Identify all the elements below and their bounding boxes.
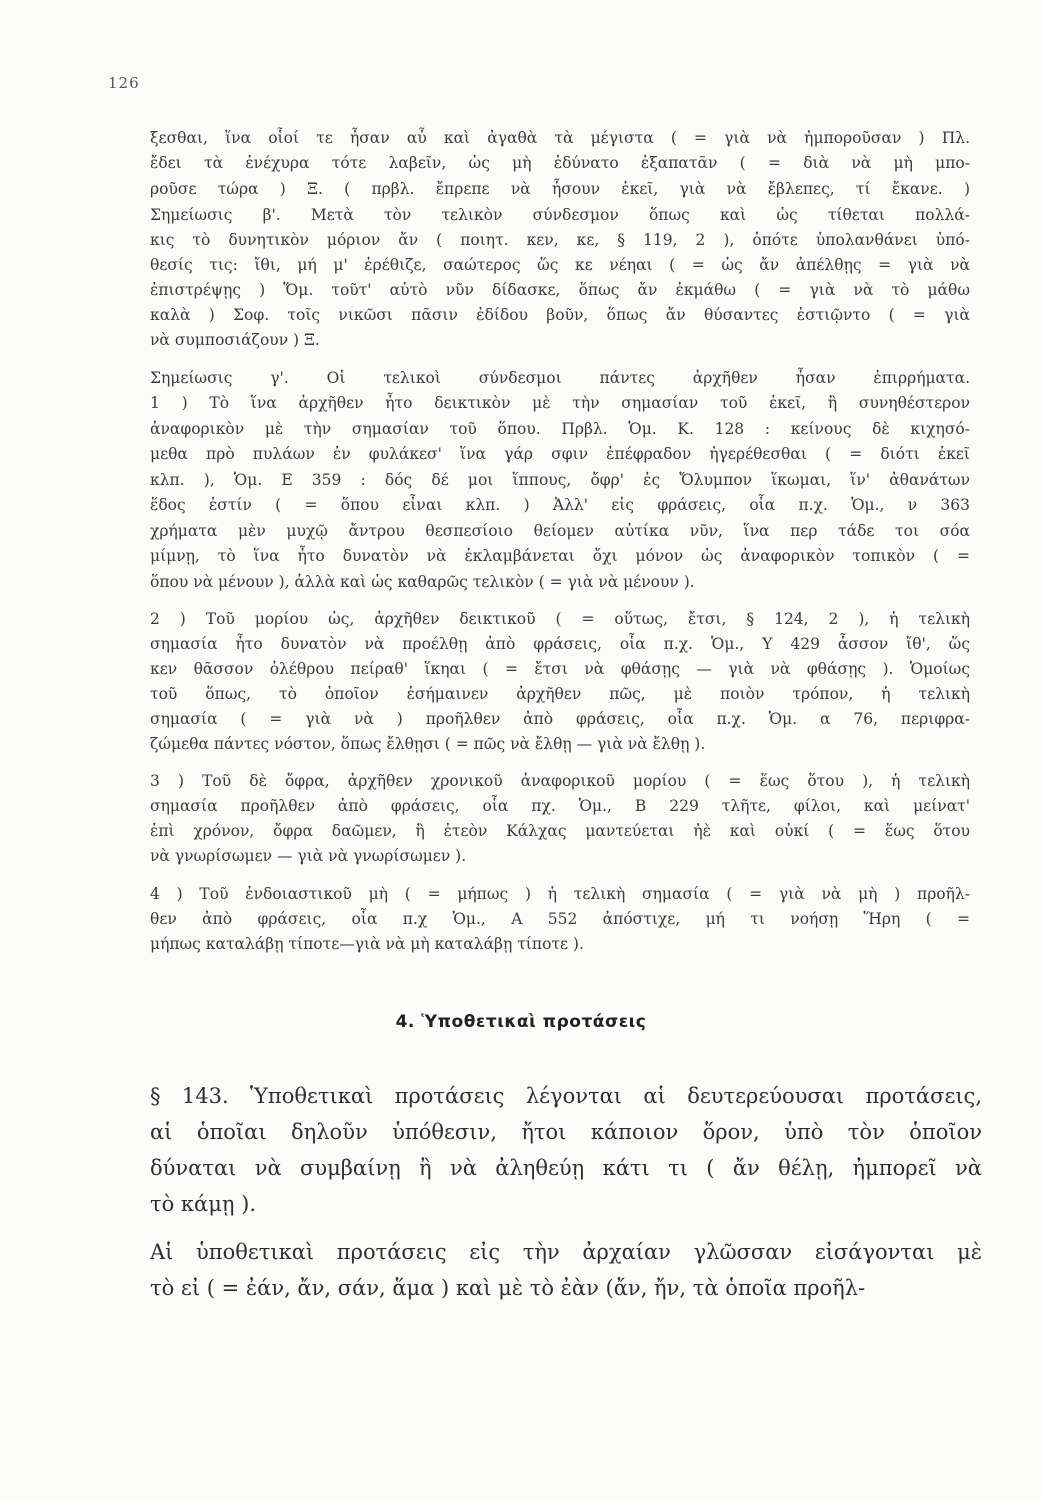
section-body-line: § 143. Ὑποθετικαὶ προτάσεις λέγονται αἱ δευτερεύουσαι προτάσεις, bbox=[150, 1084, 982, 1108]
text-line: νὰ γνωρίσωμεν — γιὰ νὰ γνωρίσωμεν ). bbox=[150, 847, 467, 865]
page-number: 126 bbox=[108, 74, 140, 92]
text-line: ὅπου νὰ μένουν ), ἀλλὰ καὶ ὡς καθαρῶς τελικὸν ( = γιὰ νὰ μένουν ). bbox=[150, 573, 695, 591]
text-line: μίμνῃ, τὸ ἵνα ἦτο δυνατὸν νὰ ἐκλαμβάνεται ὄχι μόνον ὡς ἀναφορικὸν τοπικὸν ( = bbox=[150, 547, 970, 565]
text-line: θεσίς τις: ἴθι, μή μ' ἐρέθιζε, σαώτερος ὥς κε νέηαι ( = ὡς ἄν ἀπέλθῃς = γιὰ νὰ bbox=[150, 256, 970, 274]
text-line: χρήματα μὲν μυχῷ ἄντρου θεσπεσίοιο θείομεν αὐτίκα νῦν, ἵνα περ τάδε τοι σόα bbox=[150, 522, 970, 540]
text-line: κις τὸ δυνητικὸν μόριον ἄν ( ποιητ. κεν, κε, § 119, 2 ), ὁπότε ὑπολανθάνει ὑπό- bbox=[150, 231, 970, 249]
text-line: μεθα πρὸ πυλάων ἐν φυλάκεσ' ἵνα γάρ σφιν ἐπέφραδον ἠγερέθεσθαι ( = διότι ἐκεῖ bbox=[150, 445, 970, 463]
text-line: θεν ἀπὸ φράσεις, οἷα π.χ Ὁμ., Α 552 ἀπόστιχε, μή τι νοήσῃ Ἥρη ( = bbox=[150, 910, 970, 928]
text-line: ζώμεθα πάντες νόστον, ὅπως ἔλθῃσι ( = πῶς νὰ ἔλθῃ — γιὰ νὰ ἔλθῃ ). bbox=[150, 735, 706, 753]
text-line: ξεσθαι, ἵνα οἷοί τε ἦσαν αὖ καὶ ἀγαθὰ τὰ μέγιστα ( = γιὰ νὰ ἠμποροῦσαν ) Πλ. bbox=[150, 129, 970, 147]
text-line: κλπ. ), Ὁμ. Ε 359 : δός δέ μοι ἵππους, ὄφρ' ἐς Ὄλυμπον ἵκωμαι, ἵν' ἀθανάτων bbox=[150, 471, 970, 489]
text-line: ἐπιστρέψῃς ) Ὅμ. τοῦτ' αὐτὸ νῦν δίδασκε, ὅπως ἄν ἐκμάθω ( = γιὰ νὰ τὸ μάθω bbox=[150, 281, 970, 299]
text-line: 3 ) Τοῦ δὲ ὄφρα, ἀρχῆθεν χρονικοῦ ἀναφορικοῦ μορίου ( = ἕως ὅτου ), ἡ τελικὴ bbox=[150, 772, 970, 790]
section-heading: 4. Ὑποθετικαὶ προτάσεις bbox=[395, 1012, 647, 1032]
section-body-line: Αἱ ὑποθετικαὶ προτάσεις εἰς τὴν ἀρχαίαν γλῶσσαν εἰσάγονται μὲ bbox=[150, 1240, 982, 1264]
text-line: κεν θᾶσσον ὀλέθρου πείραθ' ἵκηαι ( = ἔτσι νὰ φθάσῃς — γιὰ νὰ φθάσῃς ). Ὁμοίως bbox=[150, 660, 970, 678]
text-line: σημασία προῆλθεν ἀπὸ φράσεις, οἷα πχ. Ὁμ., Β 229 τλῆτε, φίλοι, καὶ μείνατ' bbox=[150, 797, 970, 815]
text-line: ροῦσε τώρα ) Ξ. ( πρβλ. ἔπρεπε νὰ ἦσουν ἐκεῖ, γιὰ νὰ ἔβλεπες, τί ἔκανε. ) bbox=[150, 180, 970, 198]
section-body-line: τὸ κάμῃ ). bbox=[150, 1192, 257, 1216]
text-line: 2 ) Τοῦ μορίου ὡς, ἀρχῆθεν δεικτικοῦ ( = οὕτως, ἔτσι, § 124, 2 ), ἡ τελικὴ bbox=[150, 610, 970, 628]
text-line: καλὰ ) Σοφ. τοῖς νικῶσι πᾶσιν ἐδίδου βοῦν, ὅπως ἄν θύσαντες ἑστιῷντο ( = γιὰ bbox=[150, 306, 970, 324]
text-line: ἕδος ἐστίν ( = ὅπου εἶναι κλπ. ) Ἀλλ' εἰς φράσεις, οἷα π.χ. Ὁμ., ν 363 bbox=[150, 496, 970, 514]
text-line: Σημείωσις γ'. Οἱ τελικοὶ σύνδεσμοι πάντες ἀρχῆθεν ἦσαν ἐπιρρήματα. bbox=[150, 369, 970, 387]
section-body-line: δύναται νὰ συμβαίνῃ ἢ νὰ ἀληθεύῃ κάτι τι ( ἄν θέλῃ, ἠμπορεῖ νὰ bbox=[150, 1156, 982, 1180]
text-line: σημασία ἦτο δυνατὸν νὰ προέλθῃ ἀπὸ φράσεις, οἷα π.χ. Ὁμ., Υ 429 ἆσσον ἴθ', ὥς bbox=[150, 635, 970, 653]
text-line: ἔδει τὰ ἐνέχυρα τότε λαβεῖν, ὡς μὴ ἐδύνατο ἐξαπατᾶν ( = διὰ νὰ μὴ μπο- bbox=[150, 154, 970, 172]
text-line: 4 ) Τοῦ ἐνδοιαστικοῦ μὴ ( = μήπως ) ἡ τελικὴ σημασία ( = γιὰ νὰ μὴ ) προῆλ- bbox=[150, 885, 970, 903]
text-line: Σημείωσις β'. Μετὰ τὸν τελικὸν σύνδεσμον ὅπως καὶ ὡς τίθεται πολλά- bbox=[150, 206, 970, 224]
text-line: νὰ συμποσιάζουν ) Ξ. bbox=[150, 331, 320, 349]
text-line: τοῦ ὅπως, τὸ ὁποῖον ἐσήμαινεν ἀρχῆθεν πῶς, μὲ ποιὸν τρόπον, ἡ τελικὴ bbox=[150, 685, 970, 703]
section-body-line: αἱ ὁποῖαι δηλοῦν ὑπόθεσιν, ἤτοι κάποιον ὅρον, ὑπὸ τὸν ὁποῖον bbox=[150, 1120, 982, 1144]
text-line: σημασία ( = γιὰ νὰ ) προῆλθεν ἀπὸ φράσεις, οἷα π.χ. Ὁμ. α 76, περιφρα- bbox=[150, 710, 970, 728]
text-line: ἀναφορικὸν μὲ τὴν σημασίαν τοῦ ὅπου. Πρβλ. Ὁμ. Κ. 128 : κείνους δὲ κιχησό- bbox=[150, 420, 970, 438]
text-line: μήπως καταλάβῃ τίποτε—γιὰ νὰ μὴ καταλάβῃ τίποτε ). bbox=[150, 935, 584, 953]
section-body-line: τὸ εἰ ( = ἐάν, ἄν, σάν, ἅμα ) καὶ μὲ τὸ ἐὰν (ἄν, ἤν, τὰ ὁποῖα προῆλ- bbox=[150, 1276, 866, 1300]
text-line: ἐπὶ χρόνον, ὄφρα δαῶμεν, ἢ ἐτεὸν Κάλχας μαντεύεται ἠὲ καὶ οὐκί ( = ἕως ὅτου bbox=[150, 822, 970, 840]
text-line: 1 ) Τὸ ἵνα ἀρχῆθεν ἦτο δεικτικὸν μὲ τὴν σημασίαν τοῦ ἐκεῖ, ἢ συνηθέστερον bbox=[150, 394, 970, 412]
